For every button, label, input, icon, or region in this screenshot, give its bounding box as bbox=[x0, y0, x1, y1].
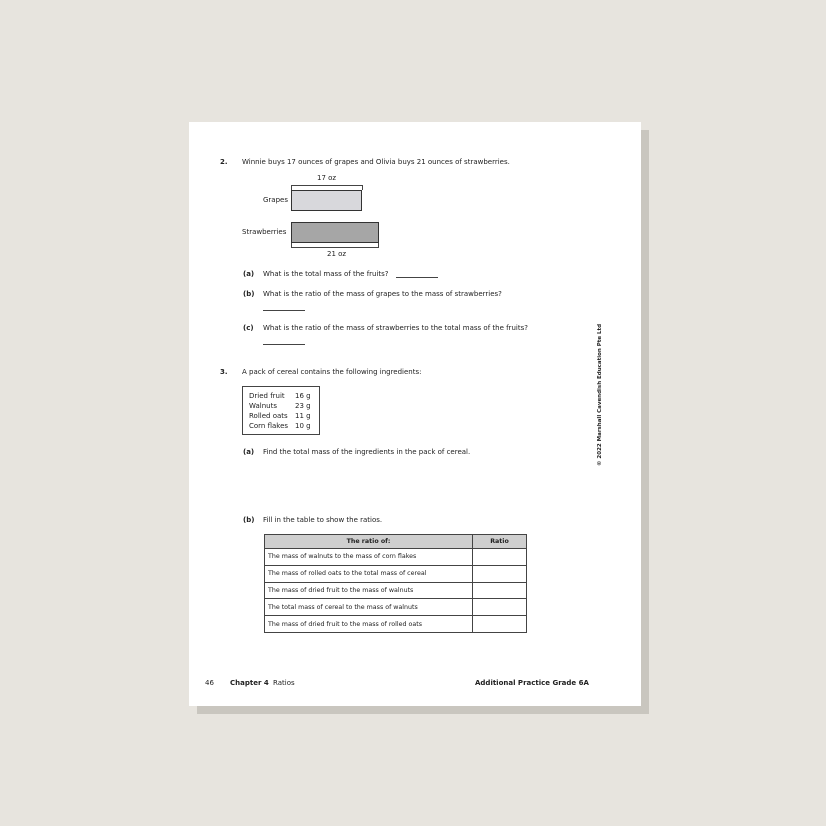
q2-text: Winnie buys 17 ounces of grapes and Olivia buys 21 ounces of strawberries. bbox=[242, 158, 510, 166]
table-header-cell: The ratio of: bbox=[265, 535, 473, 549]
strawberries-bar bbox=[291, 222, 379, 243]
table-cell-ratio-input[interactable] bbox=[473, 599, 527, 616]
ingredients-box bbox=[242, 386, 320, 435]
q3-text: A pack of cereal contains the following ingredients: bbox=[242, 368, 422, 376]
table-row bbox=[265, 582, 527, 599]
q3b-letter: (b) bbox=[243, 516, 255, 524]
table-row bbox=[265, 549, 527, 566]
q2b-letter: (b) bbox=[243, 290, 255, 298]
table-header-row bbox=[265, 535, 527, 549]
table-row bbox=[265, 599, 527, 616]
q2c-letter: (c) bbox=[243, 324, 254, 332]
q2a-answer-line[interactable] bbox=[396, 277, 438, 278]
footer-book-title: Additional Practice Grade 6A bbox=[475, 679, 589, 687]
ingredient-name: Walnuts bbox=[249, 402, 277, 410]
ingredient-name: Corn flakes bbox=[249, 422, 289, 430]
grapes-length-label: 17 oz bbox=[317, 174, 337, 182]
footer-chapter-title: Ratios bbox=[273, 679, 295, 687]
grapes-label: Grapes bbox=[263, 196, 288, 204]
copyright-notice: © 2022 Marshall Cavendish Education Pte Ltd bbox=[597, 323, 603, 466]
table-row bbox=[265, 616, 527, 633]
table-cell-description: The mass of dried fruit to the mass of walnuts bbox=[265, 582, 473, 599]
q2-number: 2. bbox=[220, 158, 228, 166]
q2a-letter: (a) bbox=[243, 270, 255, 278]
strawberries-label: Strawberries bbox=[242, 228, 287, 236]
table-cell-ratio-input[interactable] bbox=[473, 616, 527, 633]
ratio-table bbox=[264, 534, 527, 633]
table-row bbox=[265, 565, 527, 582]
strawberries-length-label: 21 oz bbox=[327, 250, 347, 258]
table-cell-description: The mass of dried fruit to the mass of rolled oats bbox=[265, 616, 473, 633]
q3-number: 3. bbox=[220, 368, 228, 376]
q2c-text: What is the ratio of the mass of strawberries to the total mass of the fruits? bbox=[263, 324, 528, 332]
footer-chapter: Chapter 4 bbox=[230, 679, 269, 687]
ingredient-mass: 11 g bbox=[295, 412, 311, 420]
ingredient-name: Rolled oats bbox=[249, 412, 288, 420]
q2b-answer-line[interactable] bbox=[263, 310, 305, 311]
ingredient-mass: 16 g bbox=[295, 392, 311, 400]
q3a-letter: (a) bbox=[243, 448, 255, 456]
grapes-bar bbox=[291, 190, 362, 211]
table-cell-ratio-input[interactable] bbox=[473, 565, 527, 582]
ingredient-mass: 10 g bbox=[295, 422, 311, 430]
q2a-text: What is the total mass of the fruits? bbox=[263, 270, 389, 278]
ingredient-name: Dried fruit bbox=[249, 392, 285, 400]
page-number: 46 bbox=[205, 679, 214, 687]
q3b-text: Fill in the table to show the ratios. bbox=[263, 516, 383, 524]
q3a-text: Find the total mass of the ingredients in the pack of cereal. bbox=[263, 448, 471, 456]
strawberries-brace bbox=[291, 243, 379, 248]
table-cell-ratio-input[interactable] bbox=[473, 582, 527, 599]
table-cell-description: The mass of walnuts to the mass of corn flakes bbox=[265, 549, 473, 566]
q2c-answer-line[interactable] bbox=[263, 344, 305, 345]
table-cell-description: The total mass of cereal to the mass of walnuts bbox=[265, 599, 473, 616]
table-cell-ratio-input[interactable] bbox=[473, 549, 527, 566]
ingredient-mass: 23 g bbox=[295, 402, 311, 410]
table-cell-description: The mass of rolled oats to the total mass of cereal bbox=[265, 565, 473, 582]
worksheet-page bbox=[189, 122, 641, 706]
table-header-cell: Ratio bbox=[473, 535, 527, 549]
q2b-text: What is the ratio of the mass of grapes to the mass of strawberries? bbox=[263, 290, 502, 298]
